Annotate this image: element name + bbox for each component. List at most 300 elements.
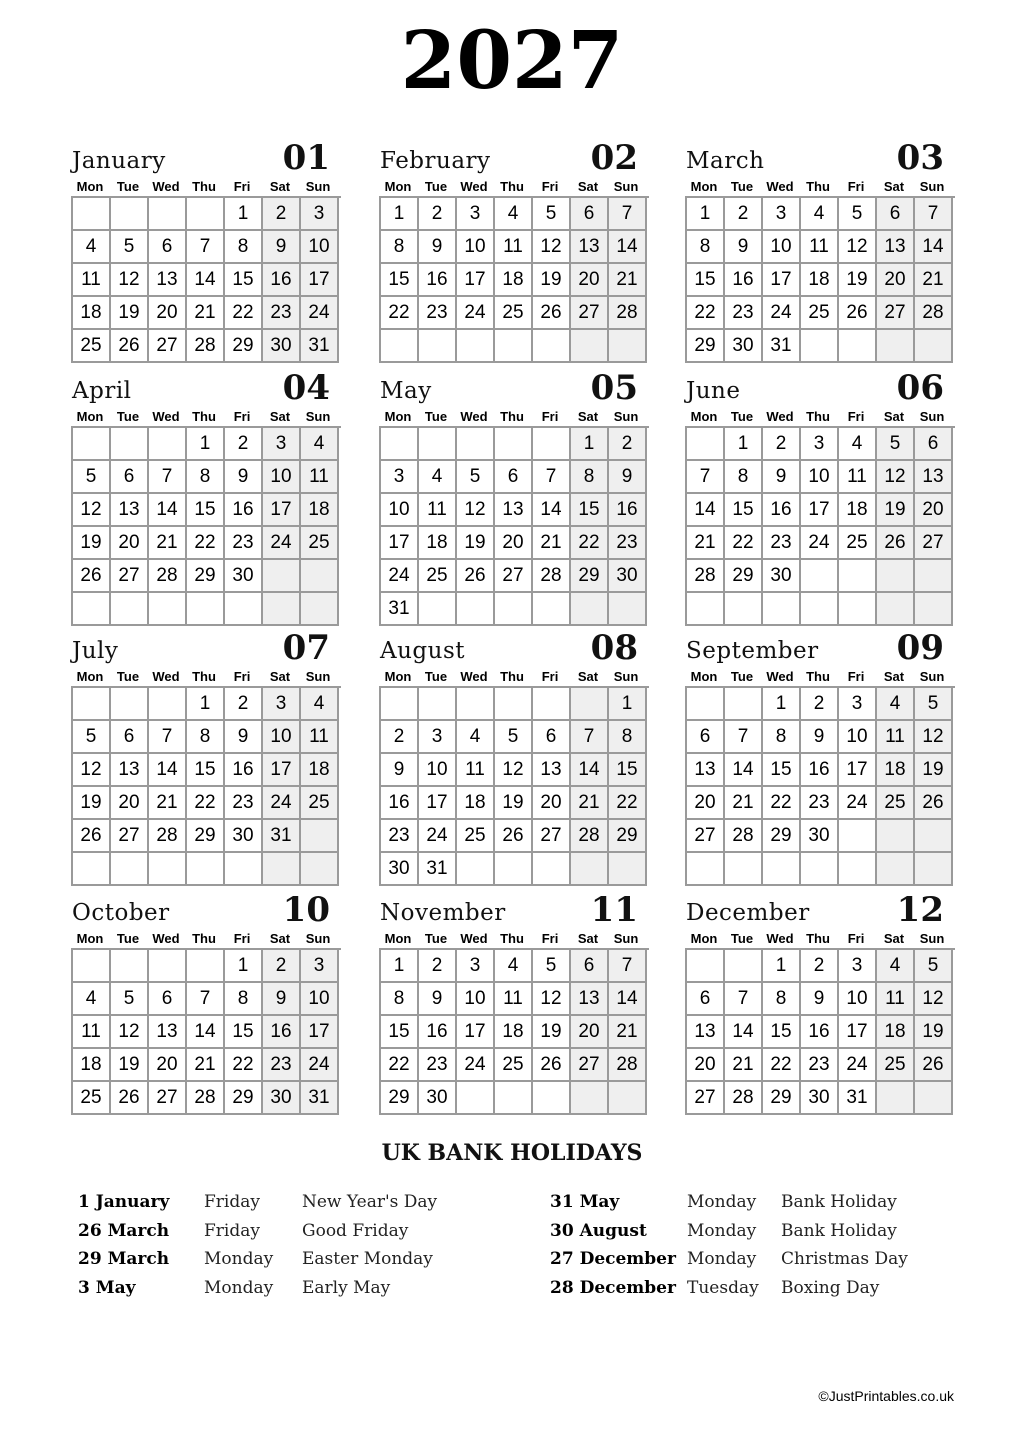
day-cell: 24: [419, 820, 457, 853]
day-cell: 5: [877, 428, 915, 461]
day-cell: 9: [609, 461, 647, 494]
weekday-label: Mon: [384, 931, 412, 946]
day-cell: 21: [149, 787, 187, 820]
day-cell: 19: [111, 297, 149, 330]
weekday-label: Fri: [233, 409, 251, 424]
day-cell: 23: [763, 527, 801, 560]
holiday-name: Christmas Day: [781, 1249, 908, 1269]
weekday-label: Sat: [577, 179, 599, 194]
month-number: 05: [590, 368, 638, 408]
weekday-label: Sat: [269, 669, 291, 684]
holiday-name: Bank Holiday: [781, 1220, 897, 1241]
day-cell: 27: [149, 330, 187, 363]
day-cell: 11: [877, 721, 915, 754]
weekday-label: Wed: [152, 409, 180, 424]
day-cell: 21: [915, 264, 953, 297]
holidays-right-column: [550, 1192, 970, 1306]
day-cell: 5: [533, 950, 571, 983]
weekday-label: Sat: [577, 409, 599, 424]
day-cell: 14: [187, 1016, 225, 1049]
day-cell: 3: [381, 461, 419, 494]
holiday-date: 3 May: [78, 1277, 136, 1298]
day-grid: [685, 196, 955, 363]
day-cell: 10: [839, 721, 877, 754]
empty-day-cell: [73, 950, 111, 983]
day-cell: 13: [111, 754, 149, 787]
day-cell: 21: [609, 264, 647, 297]
day-grid: [685, 686, 955, 886]
day-cell: 16: [225, 754, 263, 787]
weekday-label: Mon: [384, 179, 412, 194]
day-cell: 20: [533, 787, 571, 820]
day-cell: 7: [725, 721, 763, 754]
empty-day-cell: [457, 428, 495, 461]
day-cell: 12: [533, 983, 571, 1016]
weekday-label: Thu: [500, 931, 524, 946]
day-cell: 27: [687, 1082, 725, 1115]
day-cell: 31: [263, 820, 301, 853]
day-cell: 6: [571, 198, 609, 231]
day-cell: 12: [495, 754, 533, 787]
day-cell: 16: [801, 1016, 839, 1049]
empty-day-cell: [533, 853, 571, 886]
weekday-label: Mon: [76, 409, 104, 424]
holiday-weekday: Monday: [687, 1249, 757, 1269]
empty-day-cell: [687, 593, 725, 626]
empty-day-cell: [877, 853, 915, 886]
day-cell: 7: [571, 721, 609, 754]
day-cell: 29: [763, 820, 801, 853]
day-cell: 27: [111, 820, 149, 853]
day-cell: 28: [187, 1082, 225, 1115]
empty-day-cell: [149, 853, 187, 886]
empty-day-cell: [687, 853, 725, 886]
holiday-name: Early May: [302, 1277, 391, 1298]
day-cell: 13: [687, 754, 725, 787]
day-cell: 11: [73, 264, 111, 297]
day-cell: 15: [225, 1016, 263, 1049]
month-number: 07: [282, 628, 330, 668]
day-cell: 14: [915, 231, 953, 264]
weekday-header: [71, 178, 340, 196]
weekday-label: Fri: [541, 669, 559, 684]
day-cell: 2: [419, 198, 457, 231]
day-cell: 23: [801, 1049, 839, 1082]
month-march: [685, 136, 954, 363]
day-cell: 24: [301, 1049, 339, 1082]
day-cell: 24: [763, 297, 801, 330]
day-cell: 3: [301, 950, 339, 983]
day-cell: 26: [915, 787, 953, 820]
day-cell: 9: [763, 461, 801, 494]
month-january: [71, 136, 340, 363]
day-cell: 2: [263, 950, 301, 983]
empty-day-cell: [725, 593, 763, 626]
month-name: March: [686, 148, 765, 174]
day-cell: 30: [419, 1082, 457, 1115]
day-cell: 22: [571, 527, 609, 560]
day-cell: 17: [457, 1016, 495, 1049]
month-name: August: [380, 638, 466, 664]
empty-day-cell: [111, 593, 149, 626]
weekday-label: Sun: [305, 931, 331, 946]
month-header: [379, 626, 648, 666]
empty-day-cell: [495, 1082, 533, 1115]
weekday-header: [71, 408, 340, 426]
weekday-label: Sun: [305, 669, 331, 684]
day-cell: 12: [915, 983, 953, 1016]
day-cell: 4: [877, 688, 915, 721]
empty-day-cell: [533, 593, 571, 626]
day-cell: 16: [263, 264, 301, 297]
empty-day-cell: [915, 853, 953, 886]
empty-day-cell: [915, 593, 953, 626]
month-number: 01: [282, 138, 330, 178]
day-cell: 1: [381, 198, 419, 231]
day-cell: 5: [839, 198, 877, 231]
weekday-label: Wed: [766, 179, 794, 194]
empty-day-cell: [687, 688, 725, 721]
weekday-label: Mon: [76, 669, 104, 684]
holiday-date: 26 March: [78, 1220, 170, 1241]
weekday-label: Thu: [192, 669, 216, 684]
day-cell: 7: [187, 231, 225, 264]
month-header: [685, 366, 954, 406]
day-cell: 4: [301, 688, 339, 721]
day-cell: 19: [915, 754, 953, 787]
empty-day-cell: [533, 330, 571, 363]
day-cell: 15: [725, 494, 763, 527]
empty-day-cell: [801, 593, 839, 626]
weekday-label: Tue: [730, 931, 754, 946]
day-cell: 4: [495, 198, 533, 231]
day-cell: 27: [495, 560, 533, 593]
empty-day-cell: [877, 1082, 915, 1115]
day-cell: 6: [111, 461, 149, 494]
day-cell: 28: [533, 560, 571, 593]
weekday-label: Sat: [883, 931, 905, 946]
empty-day-cell: [381, 428, 419, 461]
day-cell: 24: [263, 527, 301, 560]
holiday-name: New Year's Day: [302, 1192, 438, 1212]
day-cell: 25: [301, 787, 339, 820]
day-cell: 11: [877, 983, 915, 1016]
weekday-label: Wed: [152, 931, 180, 946]
holiday-date: 1 January: [78, 1192, 170, 1212]
holiday-date: 27 December: [550, 1249, 676, 1269]
day-cell: 5: [495, 721, 533, 754]
day-cell: 1: [571, 428, 609, 461]
day-cell: 26: [877, 527, 915, 560]
empty-day-cell: [187, 593, 225, 626]
day-cell: 28: [187, 330, 225, 363]
holidays-left-column: [78, 1192, 498, 1306]
empty-day-cell: [877, 330, 915, 363]
day-cell: 28: [725, 820, 763, 853]
weekday-header: [685, 930, 954, 948]
day-cell: 6: [571, 950, 609, 983]
weekday-header: [685, 408, 954, 426]
month-header: [71, 888, 340, 928]
day-cell: 28: [571, 820, 609, 853]
day-cell: 2: [225, 688, 263, 721]
day-cell: 6: [687, 983, 725, 1016]
day-cell: 25: [457, 820, 495, 853]
day-cell: 26: [839, 297, 877, 330]
day-cell: 4: [839, 428, 877, 461]
weekday-label: Sat: [269, 409, 291, 424]
day-cell: 9: [225, 721, 263, 754]
day-cell: 25: [495, 297, 533, 330]
weekday-label: Tue: [116, 179, 140, 194]
day-cell: 18: [73, 297, 111, 330]
weekday-label: Thu: [192, 409, 216, 424]
day-cell: 25: [73, 1082, 111, 1115]
day-cell: 27: [149, 1082, 187, 1115]
day-cell: 27: [571, 1049, 609, 1082]
day-cell: 14: [187, 264, 225, 297]
empty-day-cell: [609, 330, 647, 363]
day-cell: 19: [73, 787, 111, 820]
day-cell: 23: [419, 1049, 457, 1082]
empty-day-cell: [495, 688, 533, 721]
day-cell: 5: [73, 721, 111, 754]
day-cell: 20: [915, 494, 953, 527]
day-cell: 13: [149, 1016, 187, 1049]
weekday-label: Thu: [500, 179, 524, 194]
day-cell: 29: [763, 1082, 801, 1115]
day-cell: 30: [381, 853, 419, 886]
weekday-header: [685, 668, 954, 686]
day-cell: 27: [571, 297, 609, 330]
day-cell: 9: [419, 983, 457, 1016]
day-cell: 22: [225, 1049, 263, 1082]
weekday-header: [379, 668, 648, 686]
day-cell: 15: [687, 264, 725, 297]
day-grid: [71, 196, 341, 363]
month-number: 02: [590, 138, 638, 178]
day-cell: 10: [301, 231, 339, 264]
day-cell: 7: [687, 461, 725, 494]
empty-day-cell: [457, 853, 495, 886]
weekday-label: Sun: [613, 669, 639, 684]
weekday-label: Tue: [424, 409, 448, 424]
day-cell: 30: [263, 1082, 301, 1115]
day-cell: 24: [801, 527, 839, 560]
empty-day-cell: [495, 330, 533, 363]
day-cell: 19: [73, 527, 111, 560]
day-cell: 16: [725, 264, 763, 297]
day-cell: 19: [839, 264, 877, 297]
day-cell: 8: [225, 983, 263, 1016]
day-cell: 10: [801, 461, 839, 494]
day-cell: 23: [609, 527, 647, 560]
empty-day-cell: [301, 593, 339, 626]
day-cell: 5: [73, 461, 111, 494]
day-cell: 14: [609, 231, 647, 264]
weekday-header: [379, 930, 648, 948]
month-number: 10: [282, 890, 330, 930]
day-cell: 19: [533, 264, 571, 297]
month-name: February: [380, 148, 491, 174]
day-cell: 18: [839, 494, 877, 527]
day-cell: 16: [263, 1016, 301, 1049]
day-cell: 16: [609, 494, 647, 527]
day-cell: 26: [73, 820, 111, 853]
day-grid: [379, 948, 649, 1115]
empty-day-cell: [419, 330, 457, 363]
month-july: [71, 626, 340, 886]
weekday-label: Wed: [460, 931, 488, 946]
holiday-row: [550, 1249, 970, 1278]
day-cell: 7: [187, 983, 225, 1016]
day-cell: 25: [301, 527, 339, 560]
day-cell: 3: [301, 198, 339, 231]
day-cell: 10: [263, 461, 301, 494]
day-cell: 12: [877, 461, 915, 494]
weekday-label: Fri: [541, 179, 559, 194]
weekday-header: [71, 930, 340, 948]
day-cell: 15: [763, 1016, 801, 1049]
empty-day-cell: [457, 688, 495, 721]
weekday-label: Thu: [806, 669, 830, 684]
day-cell: 23: [801, 787, 839, 820]
empty-day-cell: [457, 1082, 495, 1115]
day-cell: 25: [877, 1049, 915, 1082]
day-cell: 20: [111, 787, 149, 820]
day-cell: 28: [725, 1082, 763, 1115]
day-cell: 11: [495, 231, 533, 264]
day-cell: 4: [301, 428, 339, 461]
day-cell: 31: [839, 1082, 877, 1115]
day-cell: 18: [495, 264, 533, 297]
day-cell: 9: [725, 231, 763, 264]
holiday-row: [78, 1278, 498, 1307]
day-cell: 30: [263, 330, 301, 363]
day-cell: 6: [687, 721, 725, 754]
day-cell: 18: [495, 1016, 533, 1049]
day-cell: 12: [457, 494, 495, 527]
weekday-label: Tue: [424, 931, 448, 946]
day-grid: [685, 948, 955, 1115]
weekday-header: [379, 408, 648, 426]
empty-day-cell: [187, 198, 225, 231]
day-cell: 3: [839, 688, 877, 721]
month-may: [379, 366, 648, 626]
day-cell: 21: [725, 787, 763, 820]
weekday-label: Fri: [847, 179, 865, 194]
day-cell: 7: [725, 983, 763, 1016]
day-cell: 1: [687, 198, 725, 231]
day-cell: 22: [687, 297, 725, 330]
weekday-label: Fri: [233, 179, 251, 194]
weekday-label: Fri: [847, 931, 865, 946]
day-cell: 15: [187, 754, 225, 787]
day-cell: 6: [149, 231, 187, 264]
weekday-header: [685, 178, 954, 196]
day-cell: 25: [73, 330, 111, 363]
day-cell: 29: [187, 560, 225, 593]
day-cell: 14: [687, 494, 725, 527]
weekday-label: Tue: [424, 179, 448, 194]
day-cell: 7: [149, 461, 187, 494]
weekday-label: Fri: [847, 669, 865, 684]
day-cell: 21: [533, 527, 571, 560]
day-cell: 22: [381, 1049, 419, 1082]
empty-day-cell: [263, 560, 301, 593]
day-cell: 29: [609, 820, 647, 853]
day-cell: 7: [915, 198, 953, 231]
day-cell: 8: [763, 721, 801, 754]
holiday-name: Easter Monday: [302, 1249, 433, 1269]
day-cell: 27: [915, 527, 953, 560]
empty-day-cell: [915, 820, 953, 853]
day-cell: 22: [381, 297, 419, 330]
day-cell: 3: [763, 198, 801, 231]
day-cell: 23: [381, 820, 419, 853]
day-cell: 10: [381, 494, 419, 527]
day-cell: 17: [263, 754, 301, 787]
day-cell: 15: [571, 494, 609, 527]
day-cell: 4: [457, 721, 495, 754]
day-cell: 15: [381, 1016, 419, 1049]
day-cell: 13: [149, 264, 187, 297]
day-cell: 9: [263, 231, 301, 264]
empty-day-cell: [877, 560, 915, 593]
day-grid: [685, 426, 955, 626]
empty-day-cell: [149, 593, 187, 626]
day-cell: 19: [457, 527, 495, 560]
day-cell: 5: [111, 983, 149, 1016]
holiday-date: 31 May: [550, 1192, 620, 1212]
month-november: [379, 888, 648, 1115]
day-cell: 7: [533, 461, 571, 494]
day-cell: 28: [609, 1049, 647, 1082]
day-cell: 4: [495, 950, 533, 983]
day-cell: 23: [419, 297, 457, 330]
weekday-label: Mon: [384, 669, 412, 684]
day-cell: 1: [381, 950, 419, 983]
day-cell: 12: [111, 1016, 149, 1049]
day-cell: 29: [571, 560, 609, 593]
weekday-label: Sat: [883, 179, 905, 194]
day-cell: 31: [381, 593, 419, 626]
empty-day-cell: [73, 853, 111, 886]
holiday-name: Boxing Day: [781, 1277, 880, 1298]
day-cell: 10: [419, 754, 457, 787]
day-grid: [71, 426, 341, 626]
holiday-row: [78, 1192, 498, 1221]
day-cell: 14: [725, 1016, 763, 1049]
empty-day-cell: [571, 330, 609, 363]
day-cell: 8: [687, 231, 725, 264]
month-name: December: [686, 900, 810, 926]
day-cell: 24: [457, 1049, 495, 1082]
day-cell: 1: [725, 428, 763, 461]
empty-day-cell: [419, 593, 457, 626]
day-cell: 1: [763, 950, 801, 983]
weekday-label: Mon: [384, 409, 412, 424]
weekday-label: Sun: [613, 409, 639, 424]
holiday-row: [550, 1192, 970, 1221]
day-cell: 16: [419, 1016, 457, 1049]
weekday-label: Wed: [460, 409, 488, 424]
day-cell: 22: [763, 1049, 801, 1082]
month-name: September: [686, 638, 819, 664]
day-cell: 7: [609, 950, 647, 983]
weekday-label: Thu: [806, 179, 830, 194]
empty-day-cell: [571, 688, 609, 721]
